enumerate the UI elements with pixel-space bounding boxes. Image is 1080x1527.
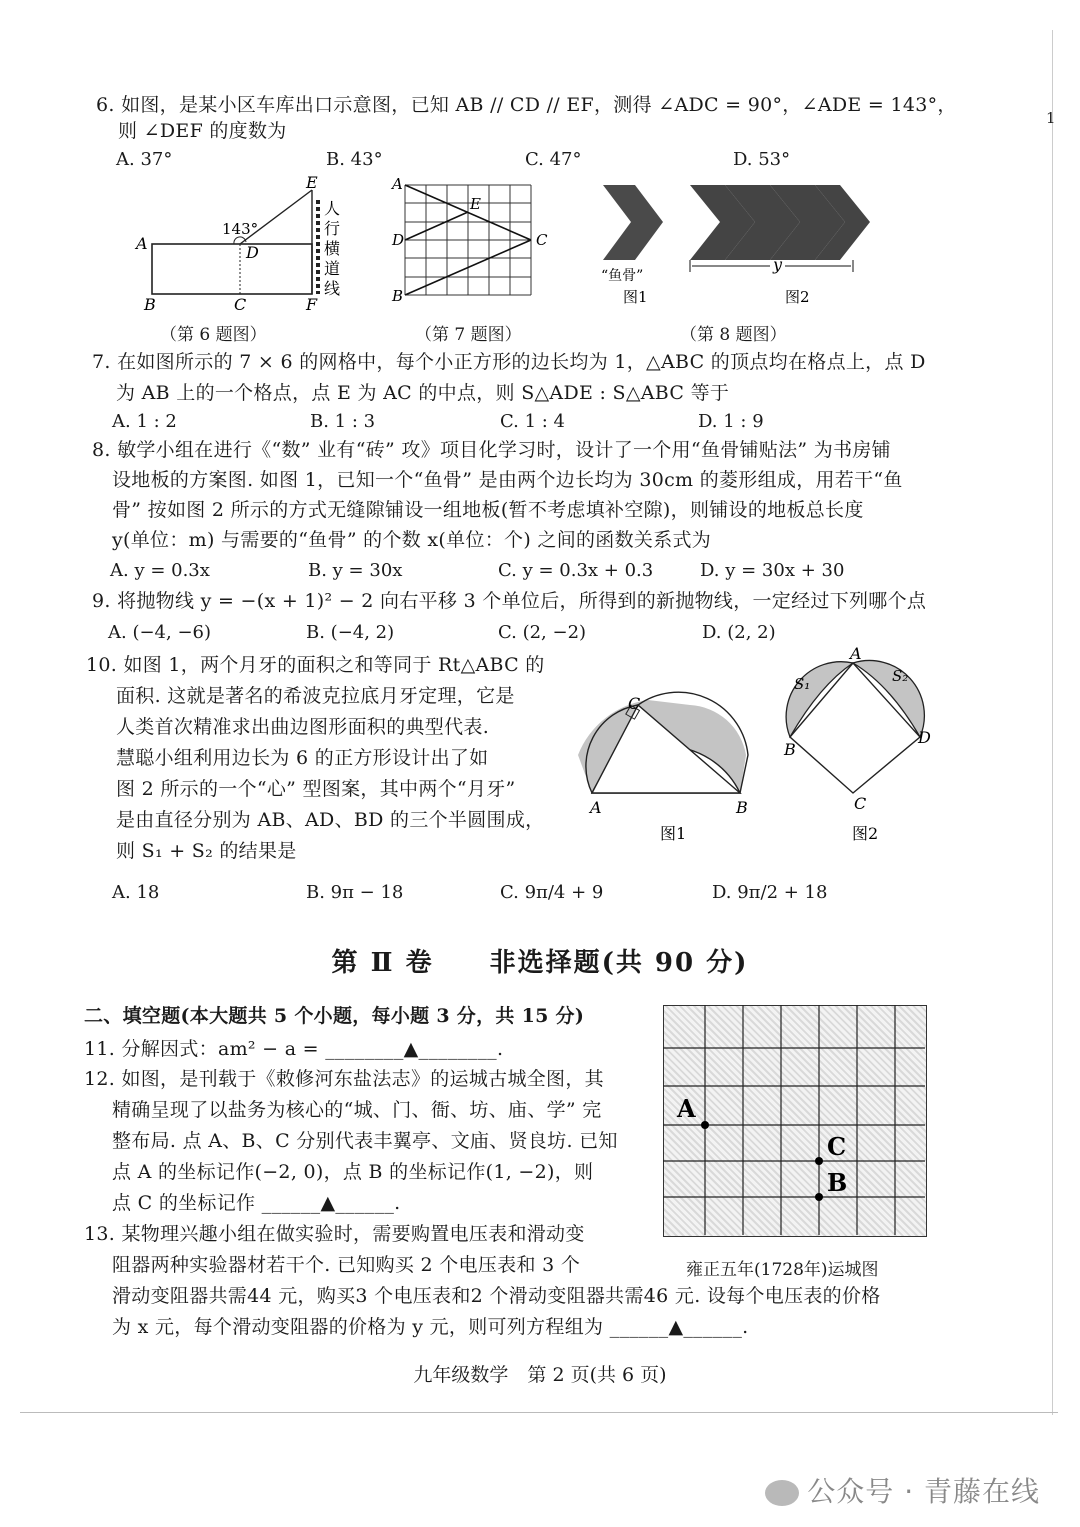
map-label-c: C bbox=[827, 1132, 847, 1161]
fig6-diagram bbox=[130, 172, 350, 342]
fig10-f2-label-d: D bbox=[918, 728, 931, 747]
city-map-grid bbox=[663, 1005, 925, 1235]
page-footer: 九年级数学 第 2 页(共 6 页) bbox=[413, 1364, 667, 1386]
fig6-crosswalk-5: 线 bbox=[324, 279, 341, 298]
fig8-fishbone-label: “鱼骨” bbox=[601, 268, 644, 284]
fig10-f2-label-c: C bbox=[854, 794, 867, 813]
fig6-angle-label: 143° bbox=[222, 220, 259, 238]
part2-header: 二、填空题(本大题共 5 个小题，每小题 3 分，共 15 分) bbox=[84, 1005, 585, 1027]
fig7-label-e: E bbox=[470, 195, 481, 213]
q8-stem-line2: 设地板的方案图. 如图 1，已知一个“鱼骨” 是由两个边长均为 30cm 的菱形组成，用若干“鱼 bbox=[112, 469, 903, 491]
q10-line6: 是由直径分别为 AB、AD、BD 的三个半圆围成， bbox=[116, 809, 545, 831]
fig8-fig2-label: 图2 bbox=[785, 288, 810, 306]
map-label-b: B bbox=[827, 1168, 848, 1197]
page-edge bbox=[1052, 30, 1053, 1415]
fig8-y-label: y bbox=[773, 255, 783, 274]
fig6-crosswalk-1: 人 bbox=[324, 199, 341, 218]
fig10-f2-label-b: B bbox=[784, 740, 796, 759]
fig7-label-c: C bbox=[536, 231, 548, 249]
q12-line2: 精确呈现了以盐务为核心的“城、门、衙、坊、庙、学” 完 bbox=[112, 1099, 602, 1121]
fig10-f2-label-s2: S₂ bbox=[892, 667, 909, 685]
q8-option-d: D. y = 30x + 30 bbox=[700, 560, 845, 581]
fig7-label-a: A bbox=[392, 175, 403, 193]
fig6-crosswalk-4: 道 bbox=[324, 259, 341, 278]
fig7-label-d: D bbox=[392, 231, 405, 249]
map-point-b bbox=[815, 1193, 823, 1201]
fig6-caption: （第 6 题图） bbox=[160, 325, 267, 345]
q9-option-a: A. (−4, −6) bbox=[108, 622, 211, 643]
q10-line7: 则 S₁ + S₂ 的结果是 bbox=[116, 840, 297, 862]
q7-option-a: A. 1 : 2 bbox=[112, 411, 177, 432]
q13-line4: 为 x 元，每个滑动变阻器的价格为 y 元，则可列方程组为 ______▲______. bbox=[112, 1316, 749, 1338]
fig10-f1-label-a: A bbox=[590, 798, 602, 817]
q12-line3: 整布局. 点 A、B、C 分别代表丰翼亭、文庙、贤良坊. 已知 bbox=[112, 1130, 618, 1152]
q6-stem-line2: 则 ∠DEF 的度数为 bbox=[118, 120, 287, 142]
map-label-a: A bbox=[677, 1094, 696, 1123]
q8-stem-line4: y(单位：m) 与需要的“鱼骨” 的个数 x(单位：个) 之间的函数关系式为 bbox=[112, 529, 712, 551]
fig10-f1-label-c: C bbox=[628, 694, 641, 713]
fig6-crosswalk-3: 横 bbox=[324, 239, 341, 258]
fig6-crosswalk-2: 行 bbox=[324, 219, 341, 238]
fig7-label-b: B bbox=[392, 287, 404, 305]
fig7-grid bbox=[405, 185, 531, 295]
fig8-fig1-label: 图1 bbox=[623, 288, 648, 306]
section-title: 第 Ⅱ 卷 非选择题(共 90 分) bbox=[331, 948, 749, 978]
q12-line1: 12. 如图，是刊载于《敕修河东盐法志》的运城古城全图，其 bbox=[84, 1068, 604, 1090]
fig6-rect bbox=[152, 244, 312, 294]
q10-option-b: B. 9π − 18 bbox=[306, 882, 404, 903]
q10-option-a: A. 18 bbox=[112, 882, 160, 903]
q10-line1: 10. 如图 1，两个月牙的面积之和等同于 Rt△ABC 的 bbox=[86, 654, 545, 676]
fig6-label-a: A bbox=[136, 234, 148, 253]
q8-stem-line3: 骨” 按如图 2 所示的方式无缝隙铺设一组地板(暂不考虑填补空隙)，则铺设的地板总长度 bbox=[112, 499, 864, 521]
fig10-f2-label-s1: S₁ bbox=[794, 675, 811, 693]
fig8-diagram bbox=[595, 180, 885, 310]
fig6-label-e: E bbox=[306, 173, 318, 192]
q11-stem: 11. 分解因式：am² − a = ________▲________. bbox=[84, 1038, 504, 1060]
q13-line2: 阻器两种实验器材若干个. 已知购买 2 个电压表和 3 个 bbox=[112, 1254, 581, 1276]
fig10-f2-caption: 图2 bbox=[852, 824, 879, 843]
fig10-f2-label-a: A bbox=[850, 644, 862, 663]
map-caption: 雍正五年(1728年)运城图 bbox=[686, 1260, 879, 1280]
wechat-icon bbox=[765, 1480, 799, 1506]
q8-option-c: C. y = 0.3x + 0.3 bbox=[498, 560, 654, 581]
q8-stem-line1: 8. 敏学小组在进行《“数” 业有“砖” 攻》项目化学习时，设计了一个用“鱼骨铺贴法” 为书房铺 bbox=[92, 439, 891, 461]
q6-stem-line1: 6. 如图，是某小区车库出口示意图，已知 AB // CD // EF，测得 ∠ADC = 90°，∠ADE = 143°， bbox=[96, 94, 957, 116]
fig8-caption: （第 8 题图） bbox=[680, 325, 787, 345]
fig6-label-d: D bbox=[246, 243, 259, 262]
map-point-c bbox=[815, 1157, 823, 1165]
q10-line2: 面积. 这就是著名的希波克拉底月牙定理，它是 bbox=[116, 685, 515, 707]
fig10-figure2 bbox=[780, 645, 950, 845]
q10-option-d: D. 9π/2 + 18 bbox=[712, 882, 828, 903]
page-mark: 1 bbox=[1046, 109, 1056, 127]
fig6-label-c: C bbox=[234, 295, 247, 314]
fig6-label-f: F bbox=[306, 295, 318, 314]
q9-stem: 9. 将抛物线 y = −(x + 1)² − 2 向右平移 3 个单位后，所得到的新抛物线，一定经过下列哪个点 bbox=[92, 590, 927, 612]
fig6-label-b: B bbox=[144, 295, 156, 314]
q8-option-a: A. y = 0.3x bbox=[110, 560, 210, 581]
q7-stem-line2: 为 AB 上的一个格点，点 E 为 AC 的中点，则 S△ADE : S△ABC 等于 bbox=[116, 382, 730, 404]
fig10-f1-caption: 图1 bbox=[660, 824, 687, 843]
q6-option-c: C. 47° bbox=[525, 149, 582, 170]
q7-stem-line1: 7. 在如图所示的 7 × 6 的网格中，每个小正方形的边长均为 1，△ABC 的顶点均在格点上，点 D bbox=[92, 351, 926, 373]
q13-line1: 13. 某物理兴趣小组在做实验时，需要购置电压表和滑动变 bbox=[84, 1223, 585, 1245]
page-bottom-edge bbox=[20, 1412, 1058, 1413]
q10-option-c: C. 9π/4 + 9 bbox=[500, 882, 604, 903]
q10-line4: 慧聪小组利用边长为 6 的正方形设计出了如 bbox=[116, 747, 489, 769]
q12-line4: 点 A 的坐标记作(−2, 0)，点 B 的坐标记作(1, −2)，则 bbox=[112, 1161, 594, 1183]
q7-option-d: D. 1 : 9 bbox=[698, 411, 764, 432]
q6-option-a: A. 37° bbox=[116, 149, 173, 170]
fig7-diagram bbox=[390, 175, 560, 310]
q10-line3: 人类首次精准求出曲边图形面积的典型代表. bbox=[116, 716, 490, 738]
q7-option-b: B. 1 : 3 bbox=[310, 411, 376, 432]
q6-option-b: B. 43° bbox=[326, 149, 383, 170]
q7-option-c: C. 1 : 4 bbox=[500, 411, 565, 432]
q12-line5: 点 C 的坐标记作 ______▲______. bbox=[112, 1192, 401, 1214]
watermark bbox=[765, 1470, 1040, 1510]
fig8-fishbone-single bbox=[603, 185, 663, 260]
q9-option-c: C. (2, −2) bbox=[498, 622, 587, 643]
fig10-f1-label-b: B bbox=[736, 798, 748, 817]
fig7-caption: （第 7 题图） bbox=[415, 325, 522, 345]
q8-option-b: B. y = 30x bbox=[308, 560, 403, 581]
q6-option-d: D. 53° bbox=[733, 149, 791, 170]
watermark-text: 公众号 · 青藤在线 bbox=[807, 1475, 1040, 1508]
q10-line5: 图 2 所示的一个“心” 型图案，其中两个“月牙” bbox=[116, 778, 516, 800]
map-point-a bbox=[701, 1121, 709, 1129]
fig8-fishbone-row bbox=[690, 185, 870, 260]
q13-line3: 滑动变阻器共需44 元，购买3 个电压表和2 个滑动变阻器共需46 元. 设每个电压表的价格 bbox=[112, 1285, 881, 1307]
fig10-figure1 bbox=[570, 645, 770, 845]
q9-option-b: B. (−4, 2) bbox=[306, 622, 395, 643]
q9-option-d: D. (2, 2) bbox=[702, 622, 776, 643]
